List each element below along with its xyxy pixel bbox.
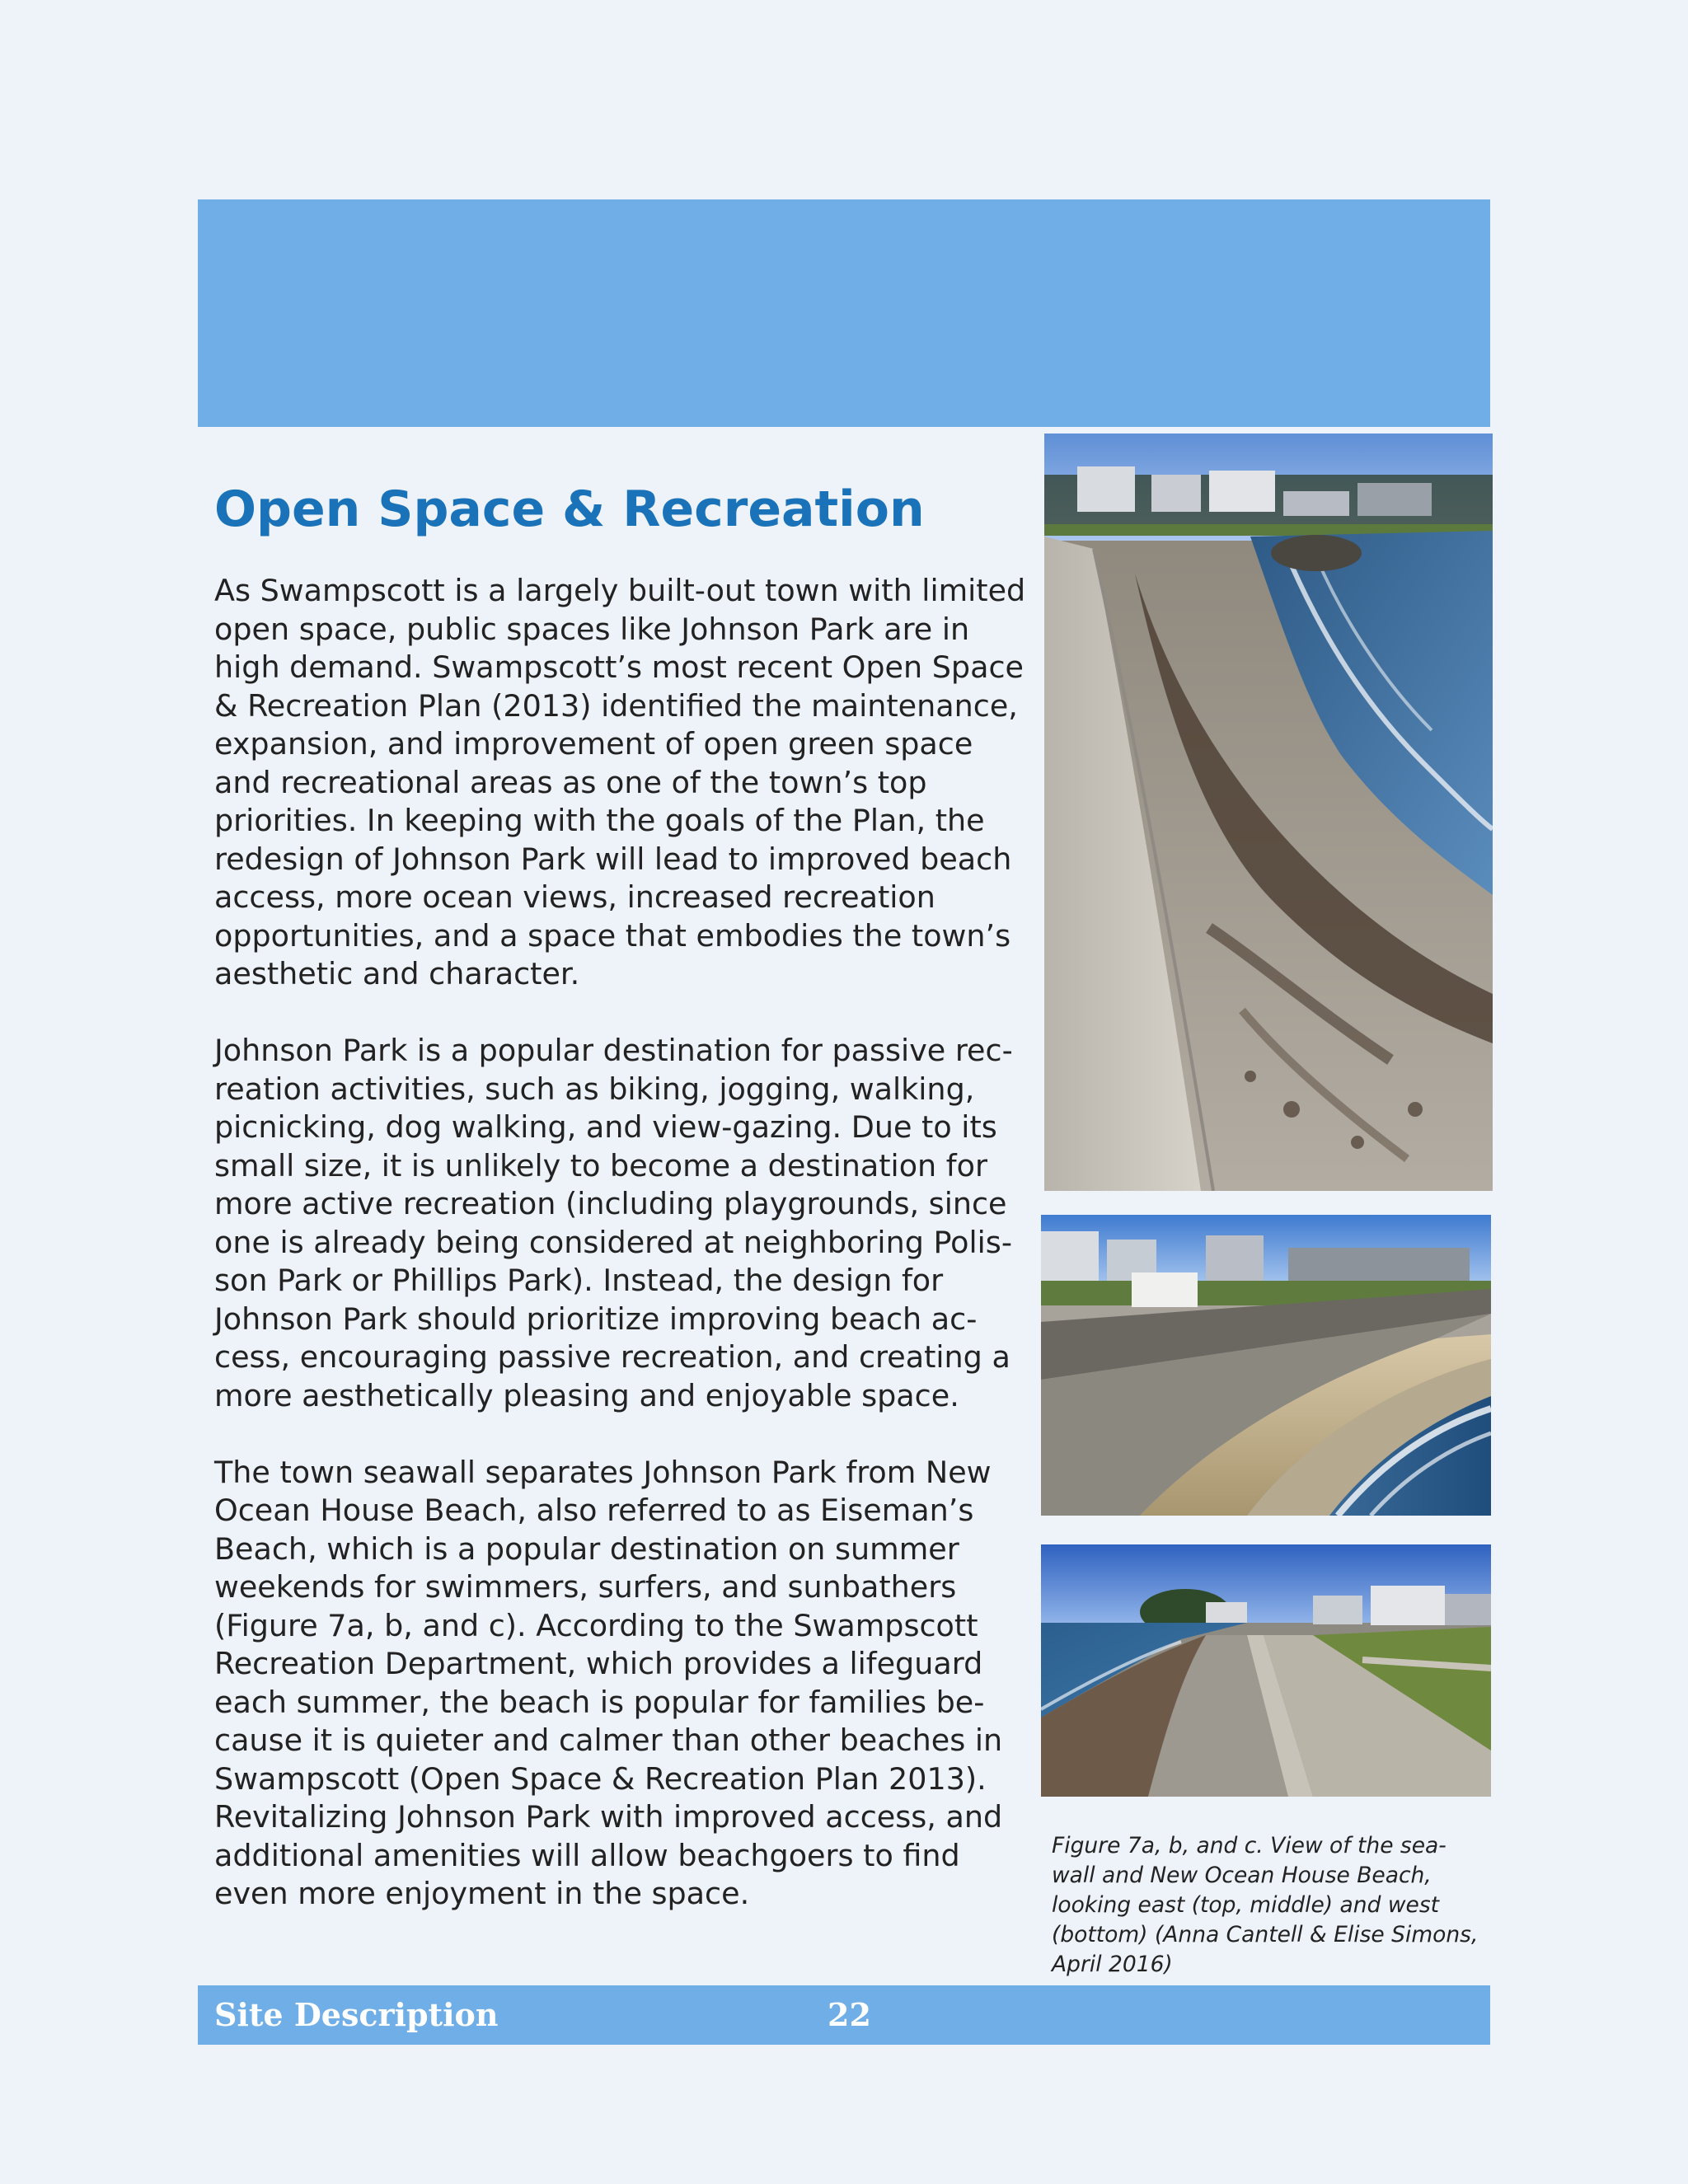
paragraph-2: Johnson Park is a popular destination for passive recreation activities, such as biking, jogging, walking, picnicking, dog walking, and view-gazing. Due to its small size, it is unlikely to become a destination for more active recreation (including playgrounds, since one is already being considered at neighboring Polisson Park or Phillips Park). Instead, the design for Johnson Park should prioritize improving beach access, encouraging passive recreation, and creating a more aesthetically pleasing and enjoyable space. (214, 1033, 1013, 1413)
footer-section-title: Site Description (214, 1996, 499, 2033)
body-text (214, 572, 1030, 1914)
paragraph-3: The town seawall separates Johnson Park from New Ocean House Beach, also referred to as Eiseman’s Beach, which is a popular destination on summer weekends for swimmers, surfers, and sunbathers (Figure 7a, b, and c). According to the Swampscott Recreation Department, which provides a lifeguard each summer, the beach is popular for families because it is quieter and calmer than other beaches in Swampscott (Open Space & Recreation Plan 2013). Revitalizing Johnson Park with improved access, and additional amenities will allow beachgoers to find even more enjoyment in the space. (214, 1454, 1003, 1911)
page-title: Open Space & Recreation (214, 480, 925, 538)
figure-7b-photo (1041, 1215, 1491, 1516)
figure-caption: Figure 7a, b, and c. View of the seawall and New Ocean House Beach, looking east (top, middle) and west (bottom) (Anna Cantell & Elise Simons, April 2016) (1052, 1833, 1479, 1977)
figure-7c-photo (1041, 1544, 1491, 1797)
header-band (198, 199, 1490, 427)
page-number: 22 (828, 1996, 871, 2033)
paragraph-1: As Swampscott is a largely built-out town with limited open space, public spaces like Johnson Park are in high demand. Swampscott’s most recent Open Space & Recreation Plan (2013) identified the maintenance, expansion, and improvement of open green space and recreational areas as one of the town’s top priorities. In keeping with the goals of the Plan, the redesign of Johnson Park will lead to improved beach access, more ocean views, increased recreation opportunities, and a space that embodies the town’s aesthetic and character. (214, 573, 1026, 991)
figure-7a-photo (1044, 434, 1493, 1191)
footer-band (198, 1985, 1490, 2045)
